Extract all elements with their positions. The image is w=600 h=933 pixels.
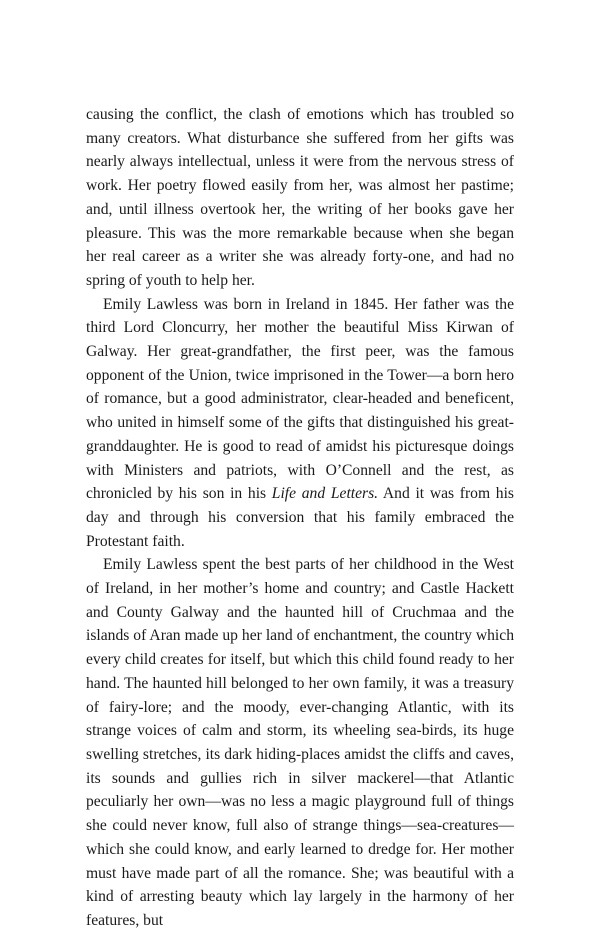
paragraph-text: Emily Lawless spent the best parts of her childhood in the West of Ireland, in her mother’s home and country; and Castle Hackett and County Galway and the haunted hill of Cruchmaa and the islands of Aran made up her land of enchantment, the country which every child creates for itself, but which this child found ready to her hand. The haunted hill belonged to her own family, it was a treasury of fairy-lore; and the moody, ever-changing Atlantic, with its strange voices of calm and storm, its wheeling sea-birds, its huge swelling stretches, its dark hiding-places amidst the cliffs and caves, its sounds and gullies rich in silver mackerel—that Atlantic peculiarly her own—was no less a magic playground full of things she could never know, full also of strange things—sea-creatures—which she could know, and early learned to dredge for. Her mother must have made part of all the romance. She; was beautiful with a kind of arresting beauty which lay largely in the harmony of her features, but — [86, 556, 514, 929]
paragraph-continuation — [86, 103, 514, 293]
paragraph-text: causing the conflict, the clash of emotions which has troubled so many creators. What disturbance she suffered from her gifts was nearly always intellectual, unless it were from the nervous stress of work. Her poetry flowed easily from her, was almost her pastime; and, until illness overtook her, the writing of her books gave her pleasure. This was the more remarkable because when she began her real career as a writer she was already forty-one, and had no spring of youth to help her. — [86, 106, 514, 289]
paragraph-childhood — [86, 553, 514, 932]
book-title: Life and Letters. — [271, 485, 379, 503]
paragraph-birth — [86, 293, 514, 554]
page-body — [86, 103, 514, 933]
paragraph-text: Emily Lawless was born in Ireland in 1845. Her father was the third Lord Cloncurry, her mother the beautiful Miss Kirwan of Galway. Her great-grandfather, the first peer, was the famous opponent of the Union, twice imprisoned in the Tower—a born hero of romance, but a good administrator, clear-headed and beneficent, who united in himself some of the gifts that distinguished his great-granddaughter. He is good to read of amidst his picturesque doings with Ministers and patriots, with O’Connell and the rest, as chronicled by his son in his — [86, 295, 514, 503]
paragraph-text: And it was from his day and through his conversion that his family embraced the Protestant faith. — [86, 485, 514, 550]
